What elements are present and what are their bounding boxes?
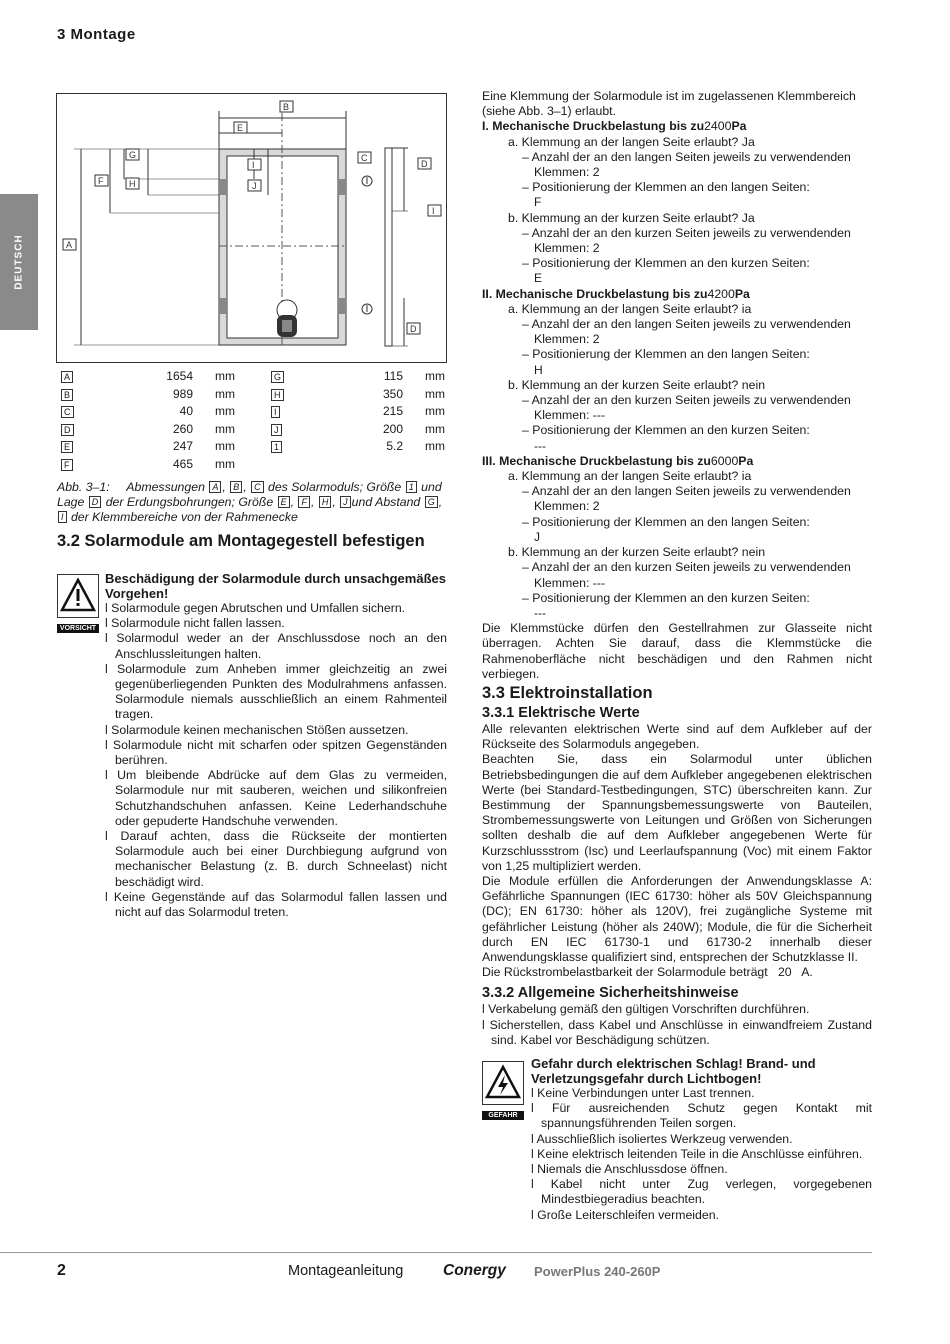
- safety-list-item: l Verkabelung gemäß den gültigen Vorschriften durchführen.: [482, 1002, 810, 1017]
- caption-text-7: der Klemmbereiche von der Rahmenecke: [70, 510, 298, 525]
- caption-box-b: B: [230, 481, 242, 493]
- dimension-row: [270, 421, 445, 438]
- caution-list-item: l Keine Gegenstände auf das Solarmodul fallen lassen und nicht auf das Solarmodul treten.: [105, 889, 447, 920]
- load-heading: [482, 119, 872, 134]
- danger-title: Gefahr durch elektrischen Schlag! Brand- und Verletzungsgefahr durch Lichtbogen!: [531, 1056, 816, 1086]
- dimension-unit: mm: [425, 369, 445, 383]
- danger-block: [531, 1056, 872, 1223]
- clamp-position-value: E: [534, 271, 543, 286]
- dimension-key: G: [271, 371, 284, 383]
- caution-list-item: l Solarmodule keinen mechanischen Stößen aussetzen.: [105, 722, 409, 737]
- figure-label-d-bottom: D: [410, 324, 417, 334]
- clamp-question: [482, 211, 872, 226]
- clamp-position-value: ---: [534, 605, 546, 620]
- clamp-position-label: – Positionierung der Klemmen an den kurzen Seiten:: [522, 256, 810, 271]
- clamp-question-answer: nein: [741, 545, 766, 560]
- caption-box-i: I: [58, 511, 67, 523]
- clamp-position-value: J: [534, 529, 540, 544]
- dimension-table: [60, 368, 446, 476]
- clamp-count-value: 2: [592, 499, 600, 514]
- caution-badge: VORSICHT: [57, 624, 99, 633]
- clamp-count: [482, 150, 872, 180]
- section-3-2-heading: 3.2 Solarmodule am Montagegestell befestigen: [57, 532, 425, 550]
- clamp-count-label: – Anzahl der an den kurzen Seiten jeweils zu verwendenden Klemmen:: [522, 560, 851, 590]
- clamp-question-text: a. Klemmung an der langen Seite erlaubt?: [508, 134, 739, 149]
- caption-text-6: und Abstand: [351, 495, 421, 510]
- language-side-tab-label: DEUTSCH: [13, 234, 25, 290]
- danger-badge: GEFAHR: [482, 1111, 524, 1120]
- section-3-3-heading: 3.3 Elektroinstallation: [482, 683, 653, 702]
- figure-label-e: E: [237, 123, 244, 133]
- clamp-question: [482, 545, 872, 560]
- dimension-key: A: [61, 371, 73, 383]
- dimension-value: 115: [383, 369, 403, 383]
- clamp-question: [482, 378, 872, 393]
- caption-box-e: E: [278, 496, 290, 508]
- clamp-count: [482, 317, 872, 347]
- dimension-unit: mm: [215, 369, 235, 383]
- clamp-question: [482, 135, 872, 150]
- caution-title: Beschädigung der Solarmodule durch unsachgemäßes Vorgehen!: [105, 571, 446, 601]
- dimension-row: [270, 368, 445, 385]
- dimension-row: [270, 403, 445, 420]
- module-dimension-figure: [56, 93, 447, 363]
- load-heading-unit: Pa: [734, 286, 750, 301]
- footer-product-name: PowerPlus 240-260P: [534, 1264, 661, 1279]
- dimension-value: 1654: [166, 369, 193, 383]
- caption-text-5: der Erdungsbohrungen; Größe: [105, 495, 274, 510]
- dimension-row: [60, 368, 235, 385]
- danger-list-item: l Für ausreichenden Schutz gegen Kontakt mit spannungsführenden Teilen sorgen.: [531, 1101, 872, 1131]
- dimension-row: [270, 386, 445, 403]
- clamp-position-label: – Positionierung der Klemmen an den kurzen Seiten:: [522, 423, 810, 438]
- caution-list-item: l Solarmodule zum Anheben immer gleichzeitig an zwei gegenüberliegenden Punkten des Modulrahmens anfassen. Solarmodule niemals ausschließlich an einem Rahmenteil tragen.: [105, 661, 447, 722]
- electrical-para-4: [482, 965, 872, 980]
- caption-box-j: J: [340, 496, 351, 508]
- dimension-value: 465: [172, 456, 193, 471]
- clamp-position-label: – Positionierung der Klemmen an den langen Seiten:: [522, 180, 810, 195]
- caution-list-item: l Solarmodule nicht mit scharfen oder spitzen Gegenständen berühren.: [105, 737, 447, 768]
- dimension-row: [60, 386, 235, 403]
- clamp-position-value: H: [534, 362, 543, 377]
- caution-list-item: l Um bleibende Abdrücke auf dem Glas zu vermeiden, Solarmodule nur mit sauberen, weichen und silikonfreien Schutzhandschuhen anfassen. Keine Lederhandschuhe oder gepuderte Handschuhe verwenden.: [105, 768, 447, 828]
- clamp-question-text: b. Klemmung an der kurzen Seite erlaubt?: [508, 210, 739, 225]
- dimension-value: 5.2: [386, 439, 403, 453]
- clamp-question-text: b. Klemmung an der kurzen Seite erlaubt?: [508, 545, 739, 560]
- warning-triangle-icon: [57, 574, 99, 618]
- reverse-current-unit: A.: [801, 965, 813, 980]
- dimension-unit: mm: [215, 439, 235, 453]
- figure-label-d-top: D: [421, 159, 428, 169]
- dimension-unit: mm: [215, 404, 235, 418]
- figure-label-g: G: [129, 150, 137, 160]
- dimension-value: 40: [179, 404, 193, 418]
- clamp-count-value: 2: [592, 332, 600, 347]
- dimension-value: 200: [382, 421, 403, 436]
- clamp-count: [482, 484, 872, 514]
- load-heading-value: 2400: [704, 119, 732, 134]
- load-heading-unit: Pa: [738, 453, 754, 468]
- dimension-row: [60, 438, 235, 455]
- clamp-count-value: ---: [592, 575, 606, 590]
- right-column: [482, 89, 872, 1048]
- caution-list-item: l Darauf achten, dass die Rückseite der montierten Solarmodule auch bei einer Durchbiegung aufgrund von mechanischer Belastung (z. B. durch Schneelast) nicht beschädigt wird.: [105, 829, 447, 889]
- dimension-unit: mm: [215, 386, 235, 401]
- clamp-count: [482, 393, 872, 423]
- danger-list-item: l Große Leiterschleifen vermeiden.: [531, 1207, 719, 1222]
- caption-box-d: D: [89, 496, 102, 508]
- load-heading: [482, 287, 872, 302]
- dimension-unit: mm: [425, 404, 445, 418]
- caution-sign: [57, 574, 99, 630]
- clamp-question-answer: ia: [741, 301, 752, 316]
- clamp-count-label: – Anzahl der an den langen Seiten jeweils zu verwendenden Klemmen:: [522, 484, 851, 514]
- dimension-key: F: [61, 459, 73, 471]
- clamp-question: [482, 469, 872, 484]
- caution-list-item: l Solarmodul weder an der Anschlussdose noch an den Anschlussleitungen halten.: [105, 631, 447, 661]
- caption-text-1: Abmessungen: [126, 480, 205, 494]
- clamp-position-label: – Positionierung der Klemmen an den kurzen Seiten:: [522, 590, 810, 605]
- figure-label-i: I: [252, 160, 255, 170]
- caption-text-4: und Lage: [57, 480, 442, 510]
- reverse-current-value: 20: [777, 965, 792, 980]
- electrical-para-2: Beachten Sie, dass ein Solarmodul unter üblichen Betriebsbedingungen die auf dem Aufkleber angegebenen elektrischen Werte (bei Standard-Testbedingungen, STC) überschreiten kann. Zur Bestimmung der Spannungsbemessungswerte von Bauteilen, Strombemessungswerte von Leitungen und Größen von Sicherungen sollten deshalb die auf dem Aufkleber angegebenen Werte für Kurzschlussstrom (Isc) und Leerlaufspannung (Voc) mit einem Faktor von 1,25 multipliziert werden.: [482, 752, 872, 873]
- clamp-question-text: a. Klemmung an der langen Seite erlaubt?: [508, 469, 739, 484]
- dimension-row: [60, 421, 235, 438]
- dimension-key: I: [271, 406, 280, 418]
- caption-box-g: G: [425, 496, 438, 508]
- caption-text-3: Größe: [366, 480, 402, 494]
- dimension-row: [270, 438, 445, 455]
- dimension-unit: mm: [425, 421, 445, 436]
- load-heading-text: II. Mechanische Druckbelastung bis zu: [482, 286, 708, 301]
- dimension-value: 350: [382, 386, 403, 401]
- load-heading-text: I. Mechanische Druckbelastung bis zu: [482, 119, 705, 134]
- clamp-count-value: 2: [592, 241, 600, 256]
- clamp-intro: Eine Klemmung der Solarmodule ist im zugelassenen Klemmbereich (siehe Abb. 3–1) erlaubt.: [482, 89, 856, 119]
- dimension-key: D: [61, 424, 74, 436]
- clamp-question-text: a. Klemmung an der langen Seite erlaubt?: [508, 301, 739, 316]
- figure-label-a: A: [66, 240, 73, 250]
- figure-label-h: H: [129, 179, 136, 189]
- electric-hazard-icon: [482, 1061, 524, 1105]
- clamp-count: [482, 560, 872, 590]
- caption-text-2: des Solarmoduls;: [267, 480, 363, 494]
- caption-box-f: F: [298, 496, 310, 508]
- clamp-question-answer: ia: [741, 469, 752, 484]
- danger-sign: [482, 1061, 524, 1117]
- dimension-value: 215: [382, 404, 403, 418]
- caution-list-item: l Solarmodule gegen Abrutschen und Umfallen sichern.: [105, 601, 406, 615]
- clamp-question-answer: nein: [741, 377, 766, 392]
- clamp-position-value: ---: [534, 438, 546, 453]
- module-dimension-drawing: [56, 93, 447, 363]
- electrical-para-3: Die Module erfüllen die Anforderungen der Anwendungsklasse A: Gefährliche Spannungen (IEC 61730: höher als 50V Gleichspannung (DC); EN 61730: höher als 120V), frei zugängliche Systeme mit gefährlicher Leistung (höher als 240W); Module, die für die Sicherheit durch EN IEC 61730-1 und 61730-2 innerhalb dieser Anwendungsklasse qualifiziert sind, entsprechen der Schutzklasse II.: [482, 873, 872, 964]
- clamp-count-value: ---: [592, 408, 606, 423]
- clamp-count-value: 2: [592, 165, 600, 180]
- dimension-value: 260: [172, 421, 193, 436]
- danger-list-item: l Niemals die Anschlussdose öffnen.: [531, 1162, 728, 1177]
- caption-box-c: C: [251, 481, 264, 493]
- figure-label-j: J: [252, 181, 257, 191]
- dimension-value: 247: [172, 439, 193, 453]
- load-heading-unit: Pa: [731, 119, 747, 134]
- figure-label-b: B: [283, 102, 290, 112]
- reverse-current-label: Die Rückstrombelastbarkeit der Solarmodule beträgt: [482, 965, 768, 980]
- language-side-tab: [0, 194, 38, 330]
- load-heading-value: 6000: [710, 453, 739, 468]
- dimension-row: [60, 403, 235, 420]
- clamp-position-label: – Positionierung der Klemmen an den langen Seiten:: [522, 347, 810, 362]
- page-number: 2: [57, 1262, 66, 1279]
- dimension-row: [60, 456, 235, 473]
- caption-box-h: H: [319, 496, 332, 508]
- electrical-para-1: Alle relevanten elektrischen Werte sind auf dem Aufkleber auf der Rückseite des Solarmoduls angegeben.: [482, 721, 872, 752]
- clamp-count: [482, 226, 872, 256]
- dimension-key: E: [61, 441, 73, 453]
- dimension-key: H: [271, 389, 284, 401]
- caution-list-item: l Solarmodule nicht fallen lassen.: [105, 616, 285, 631]
- figure-caption: Abb. 3–1: Abmessungen A , B , C des Solarmoduls; Größe 1 und Lage D der Erdungsbohrungen; Größe E , F , H , J und Abstand G , I der Klemmbereiche von der Rahmenecke: [57, 480, 443, 525]
- section-3-3-2-heading: 3.3.2 Allgemeine Sicherheitshinweise: [482, 985, 739, 1002]
- clamp-question-answer: Ja: [741, 210, 755, 225]
- caption-prefix: Abb. 3–1:: [57, 480, 110, 494]
- caution-block: [105, 571, 447, 920]
- section-3-3-1-heading: 3.3.1 Elektrische Werte: [482, 704, 640, 721]
- danger-list-item: l Ausschließlich isoliertes Werkzeug verwenden.: [531, 1131, 793, 1146]
- danger-list-item: l Kabel nicht unter Zug verlegen, vorgegebenen Mindestbiegeradius beachten.: [531, 1177, 872, 1207]
- clamp-note: Die Klemmstücke dürfen den Gestellrahmen zur Glasseite nicht überragen. Achten Sie darauf, dass die Klemmstücke die Rahmenoberfläche nicht beschädigen und den Rahmen nicht verbiegen.: [482, 621, 872, 681]
- figure-label-i-side: I: [432, 206, 435, 216]
- dimension-unit: mm: [425, 439, 445, 453]
- dimension-key: J: [271, 424, 282, 436]
- load-heading: [482, 454, 872, 469]
- page-header-title: 3 Montage: [57, 26, 136, 43]
- clamp-count-label: – Anzahl der an den kurzen Seiten jeweils zu verwendenden Klemmen:: [522, 225, 851, 256]
- clamp-question: [482, 302, 872, 317]
- figure-label-c: C: [361, 153, 368, 163]
- clamp-position-label: – Positionierung der Klemmen an den langen Seiten:: [522, 514, 810, 529]
- caption-box-a: A: [209, 481, 221, 493]
- dimension-key: B: [61, 389, 73, 401]
- clamp-count-label: – Anzahl der an den kurzen Seiten jeweils zu verwendenden Klemmen:: [522, 393, 851, 423]
- load-heading-text: III. Mechanische Druckbelastung bis zu: [482, 453, 711, 468]
- dimension-unit: mm: [425, 386, 445, 401]
- danger-list-item: l Keine Verbindungen unter Last trennen.: [531, 1086, 755, 1100]
- footer-doc-title: Montageanleitung: [288, 1263, 404, 1279]
- caption-box-1: 1: [406, 481, 417, 493]
- clamp-count-label: – Anzahl der an den langen Seiten jeweils zu verwendenden Klemmen:: [522, 317, 851, 347]
- dimension-key: 1: [271, 441, 282, 453]
- clamp-count-label: – Anzahl der an den langen Seiten jeweils zu verwendenden Klemmen:: [522, 149, 851, 180]
- danger-list-item: l Keine elektrisch leitenden Teile in die Anschlüsse einführen.: [531, 1146, 863, 1161]
- dimension-unit: mm: [215, 421, 235, 436]
- dimension-value: 989: [172, 386, 193, 401]
- clamp-question-answer: Ja: [741, 134, 755, 149]
- dimension-key: C: [61, 406, 74, 418]
- footer-brand-logo: Conergy: [443, 1262, 506, 1279]
- footer-divider: [0, 1252, 872, 1253]
- dimension-unit: mm: [215, 456, 235, 471]
- clamp-question-text: b. Klemmung an der kurzen Seite erlaubt?: [508, 377, 739, 392]
- load-heading-value: 4200: [707, 286, 735, 301]
- figure-label-f: F: [98, 176, 104, 186]
- clamp-position-value: F: [534, 195, 542, 210]
- safety-list-item: l Sicherstellen, dass Kabel und Anschlüsse in einwandfreiem Zustand sind. Kabel vor Beschädigung schützen.: [482, 1017, 872, 1047]
